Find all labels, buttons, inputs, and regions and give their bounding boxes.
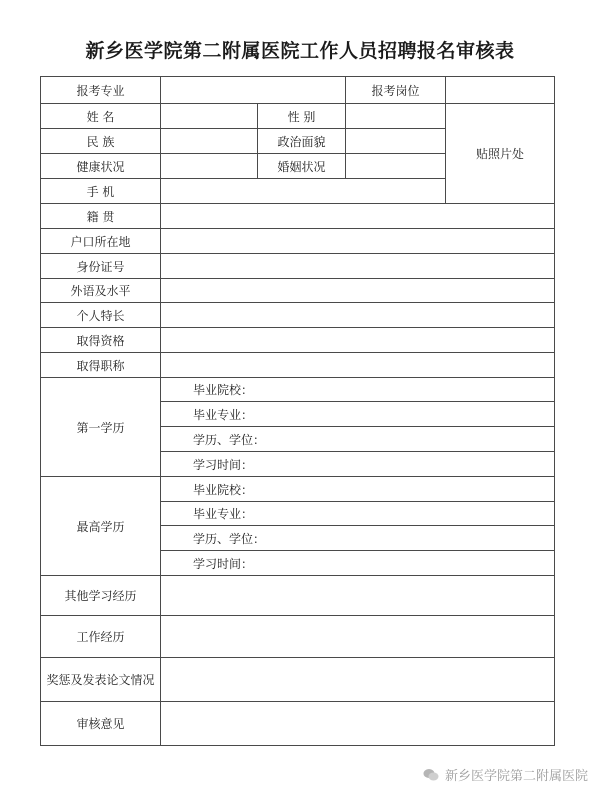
field-gender[interactable] <box>346 104 446 129</box>
field-work-experience[interactable] <box>161 616 555 658</box>
registration-form-table <box>40 76 555 746</box>
label-hukou: 户口所在地 <box>41 229 161 254</box>
field-specialty[interactable] <box>161 303 555 328</box>
watermark <box>423 765 588 784</box>
label-first-degree: 第一学历 <box>41 378 161 477</box>
field-other-study[interactable] <box>161 576 555 616</box>
label-apply-major: 报考专业 <box>41 77 161 104</box>
first-degree-major[interactable]: 毕业专业： <box>161 402 555 427</box>
highest-degree-degree[interactable]: 学历、学位： <box>161 526 555 551</box>
highest-degree-period[interactable]: 学习时间： <box>161 551 555 576</box>
label-title-rank: 取得职称 <box>41 353 161 378</box>
label-other-study: 其他学习经历 <box>41 576 161 616</box>
label-political-status: 政治面貌 <box>258 129 346 154</box>
field-apply-position[interactable] <box>446 77 555 104</box>
field-awards-papers[interactable] <box>161 658 555 702</box>
first-degree-degree[interactable]: 学历、学位： <box>161 427 555 452</box>
label-health: 健康状况 <box>41 154 161 179</box>
label-native-place: 籍 贯 <box>41 204 161 229</box>
field-qualification[interactable] <box>161 328 555 353</box>
label-specialty: 个人特长 <box>41 303 161 328</box>
label-language: 外语及水平 <box>41 279 161 303</box>
field-title-rank[interactable] <box>161 353 555 378</box>
photo-placeholder: 贴照片处 <box>446 104 555 204</box>
form-title: 新乡医学院第二附属医院工作人员招聘报名审核表 <box>85 40 515 62</box>
field-language[interactable] <box>161 279 555 303</box>
field-health[interactable] <box>161 154 258 179</box>
label-work-experience: 工作经历 <box>41 616 161 658</box>
label-marital: 婚姻状况 <box>258 154 346 179</box>
label-ethnicity: 民 族 <box>41 129 161 154</box>
field-name[interactable] <box>161 104 258 129</box>
label-phone: 手 机 <box>41 179 161 204</box>
first-degree-period[interactable]: 学习时间： <box>161 452 555 477</box>
label-highest-degree: 最高学历 <box>41 477 161 576</box>
watermark-text: 新乡医学院第二附属医院 <box>444 769 588 784</box>
field-id-number[interactable] <box>161 254 555 279</box>
highest-degree-school[interactable]: 毕业院校： <box>161 477 555 502</box>
label-qualification: 取得资格 <box>41 328 161 353</box>
wechat-icon <box>423 768 439 782</box>
field-native-place[interactable] <box>161 204 555 229</box>
label-awards-papers: 奖惩及发表论文情况 <box>41 658 161 702</box>
label-id-number: 身份证号 <box>41 254 161 279</box>
highest-degree-major[interactable]: 毕业专业： <box>161 502 555 526</box>
label-review-opinion: 审核意见 <box>41 702 161 746</box>
field-phone[interactable] <box>161 179 446 204</box>
field-political-status[interactable] <box>346 129 446 154</box>
label-name: 姓 名 <box>41 104 161 129</box>
first-degree-school[interactable]: 毕业院校： <box>161 378 555 402</box>
field-apply-major[interactable] <box>161 77 346 104</box>
field-ethnicity[interactable] <box>161 129 258 154</box>
field-hukou[interactable] <box>161 229 555 254</box>
field-marital[interactable] <box>346 154 446 179</box>
label-gender: 性 别 <box>258 104 346 129</box>
field-review-opinion[interactable] <box>161 702 555 746</box>
label-apply-position: 报考岗位 <box>346 77 446 104</box>
